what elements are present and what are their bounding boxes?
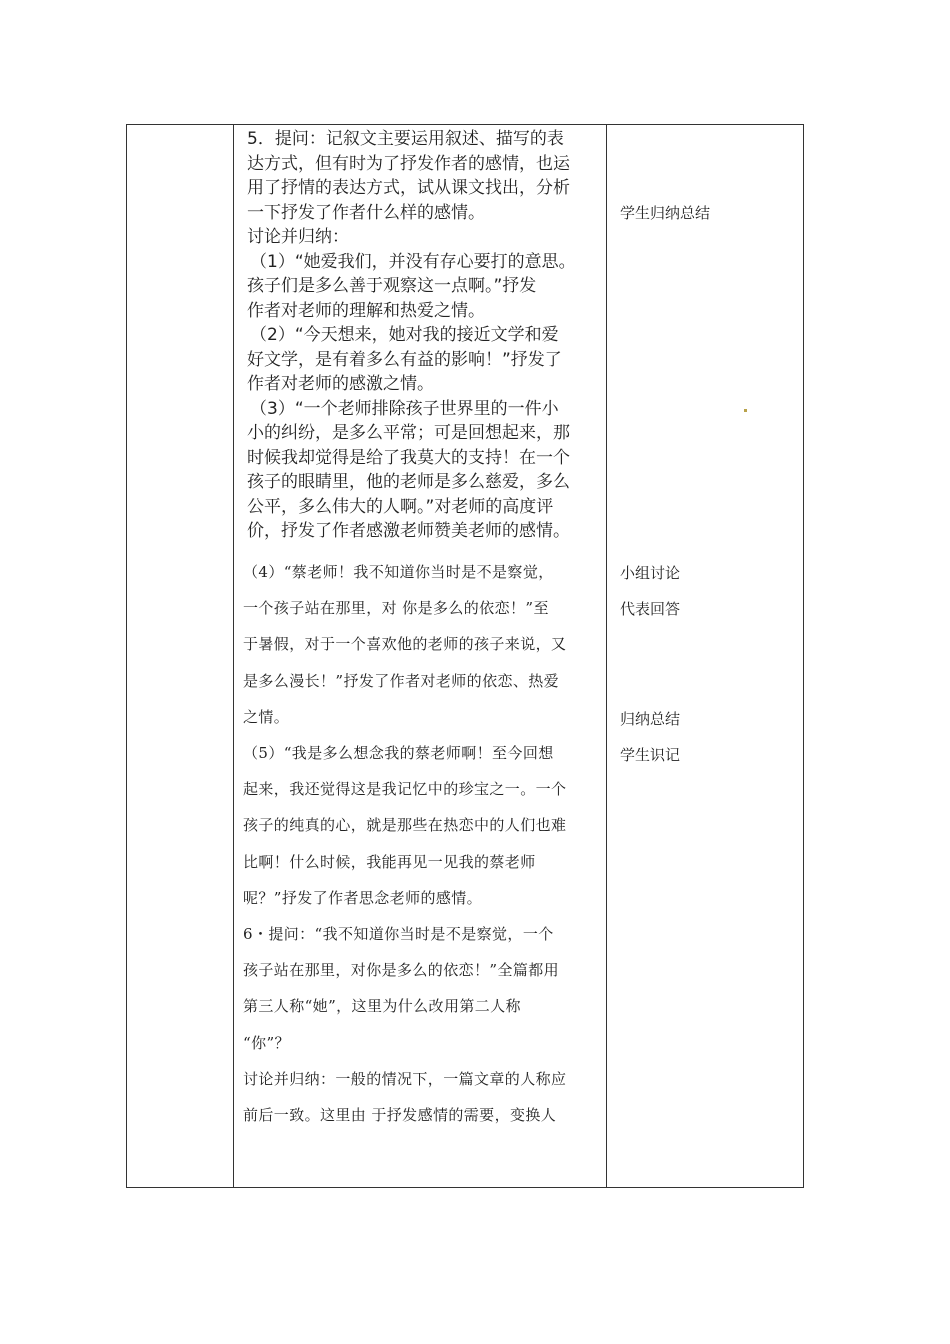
q5-line: 一下抒发了作者什么样的感情。	[247, 202, 485, 223]
side-note: 归纳总结	[620, 710, 681, 728]
side-note: 学生归纳总结	[620, 204, 711, 222]
item2-line: 作者对老师的感激之情。	[247, 374, 434, 394]
discuss-label: 讨论并归纳：	[247, 227, 349, 247]
q6-line: 讨论并归纳：一般的情况下，一篇文章的人称应	[243, 1069, 567, 1088]
item5-line: 比啊！什么时候，我能再见一见我的蔡老师	[243, 852, 536, 871]
side-note: 小组讨论	[620, 564, 681, 582]
item4-line: 之情。	[243, 707, 290, 726]
item1-line: 孩子们是多么善于观察这一点啊。”抒发	[247, 276, 537, 296]
q6-line: 前后一致。这里由 于抒发感情的需要，变换人	[243, 1106, 557, 1125]
item2-line: 好文学，是有着多么有益的影响！”抒发了	[247, 349, 562, 370]
item5-line: （5）“我是多么想念我的蔡老师啊！至今回想	[243, 744, 554, 763]
q5-line: 达方式，但有时为了抒发作者的感情，也运	[247, 153, 570, 174]
item4-line: 一个孩子站在那里，对 你是多么的依恋！”至	[243, 599, 549, 618]
q5-line: 5．提问：记叙文主要运用叙述、描写的表	[247, 129, 564, 149]
marker-dot	[744, 409, 747, 412]
item3-line: 孩子的眼睛里，他的老师是多么慈爱，多么	[247, 472, 570, 492]
side-note: 学生识记	[620, 746, 681, 764]
side-note: 代表回答	[620, 600, 681, 618]
item4-line: 是多么漫长！”抒发了作者对老师的依恋、热爱	[243, 671, 560, 690]
item4-line: 于暑假，对于一个喜欢他的老师的孩子来说，又	[243, 635, 567, 654]
lower-text-block	[243, 554, 600, 1133]
lesson-table	[126, 124, 804, 1188]
item5-line: 起来，我还觉得这是我记忆中的珍宝之一。一个	[243, 780, 567, 799]
q5-line: 用了抒情的表达方式，试从课文找出，分析	[247, 178, 570, 198]
item3-line: 小的纠纷，是多么平常；可是回想起来，那	[247, 423, 570, 443]
item1-line: （1）“她爱我们，并没有存心要打的意思。	[250, 251, 576, 272]
q6-line: 孩子站在那里，对你是多么的依恋！”全篇都用	[243, 961, 560, 980]
item3-line: 价，抒发了作者感激老师赞美老师的感情。	[247, 521, 570, 541]
item3-line: 时候我却觉得是给了我莫大的支持！在一个	[247, 447, 570, 468]
left-column-cell	[127, 125, 234, 1187]
question-5-block	[247, 127, 602, 544]
item4-line: （4）“蔡老师！我不知道你当时是不是察觉，	[243, 563, 554, 581]
q6-line: 6・提问：“我不知道你当时是不是察觉，一个	[243, 925, 554, 944]
q6-line: “你”？	[243, 1033, 290, 1052]
main-content-cell	[234, 125, 607, 1187]
q6-line: 第三人称“她”，这里为什么改用第二人称	[243, 997, 521, 1016]
item1-line: 作者对老师的理解和热爱之情。	[247, 300, 485, 321]
item5-line: 孩子的纯真的心，就是那些在热恋中的人们也难	[243, 816, 567, 835]
item3-line: 公平，多么伟大的人啊。”对老师的高度评	[247, 496, 554, 517]
item2-line: （2）“今天想来，她对我的接近文学和爱	[250, 325, 559, 345]
item3-line: （3）“一个老师排除孩子世界里的一件小	[250, 398, 559, 419]
item5-line: 呢？”抒发了作者思念老师的感情。	[243, 888, 483, 907]
activity-cell	[607, 125, 803, 1187]
